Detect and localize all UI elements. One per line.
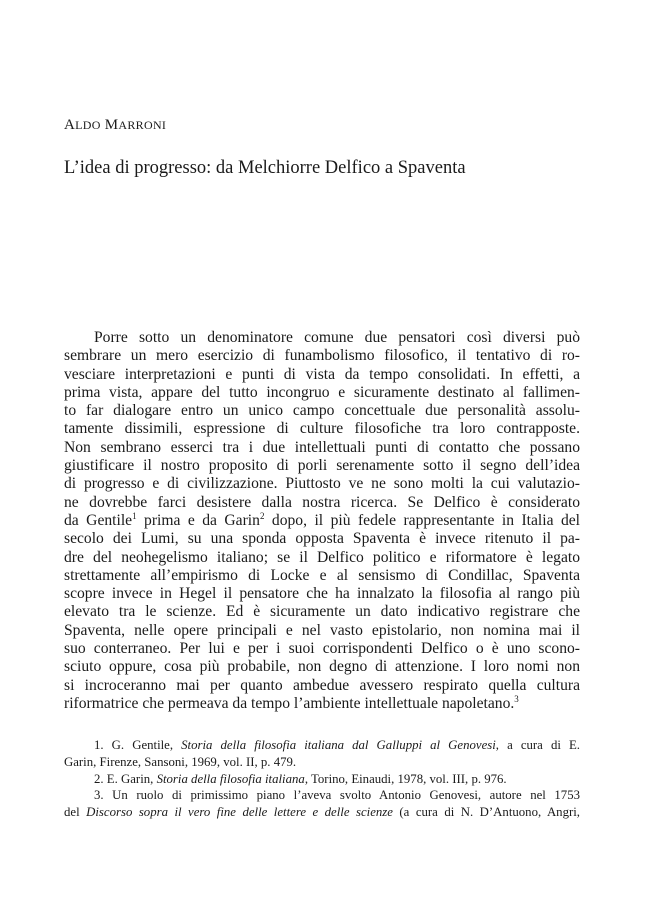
footnote-text: 1. G. Gentile, (94, 738, 182, 752)
footnote-1-continued: Garin, Firenze, Sansoni, 1969, vol. II, p. 479. (64, 754, 297, 769)
body-line: sciuto oppure, cosa più probabile, non degno di attenzione. I loro nomi non (64, 658, 580, 676)
body-text: riformatrice che permeava da tempo l’ambiente intellettuale napoletano. (64, 694, 515, 712)
body-line: di progresso e di civilizzazione. Piuttosto ve ne sono molti la cui valutazio- (64, 475, 580, 493)
footnote-text: , a cura di E. (495, 738, 580, 752)
body-line: giustificare il nostro proposito di porli serenamente sotto il segno dell’idea (64, 457, 580, 475)
author-name (64, 117, 166, 134)
footnote-3: 3. Un ruolo di primissimo piano l’aveva svolto Antonio Genovesi, autore nel 1753 (94, 788, 580, 803)
body-line: Spaventa, nelle opere principali e nel vasto epistolario, non nomina mai il (64, 621, 580, 639)
author-last-initial: M (104, 117, 119, 133)
body-line: elevato tra le scienze. Ed è sicuramente un dato indicativo registrare che (64, 603, 580, 621)
footnote-ref-3[interactable]: 3 (514, 693, 519, 704)
footnotes (64, 737, 580, 821)
body-line: Porre sotto un denominatore comune due pensatori così diversi può (94, 329, 580, 346)
author-first-rest: LDO (75, 118, 101, 132)
body-line: suo conterraneo. Per lui e per i suoi corrispondenti Delfico o è uno scono- (64, 640, 580, 658)
body-line: vesciare interpretazioni e punti di vista da tempo consolidati. In effetti, a (64, 365, 580, 383)
author-last-rest: ARRONI (118, 118, 167, 132)
body-line: strettamente all’empirismo di Locke e al sensismo di Condillac, Spaventa (64, 566, 580, 584)
footnote-book-title: Discorso sopra il vero fine delle lettere e delle scienze (86, 805, 393, 820)
author-first-initial: A (64, 117, 76, 133)
body-text: dopo, il più fedele rappresentante in Italia del (264, 511, 580, 529)
body-line: to far dialogare entro un unico campo concettuale due personalità assolu- (64, 402, 580, 420)
footnote-text: del (64, 805, 87, 820)
footnote-text: , Torino, Einaudi, 1978, vol. III, p. 976. (304, 771, 507, 786)
body-line: prima vista, appare del tutto incongruo e sicuramente destinato al fallimen- (64, 383, 580, 401)
body-text: da Gentile (64, 511, 133, 529)
footnote-book-title: Storia della filosofia italiana (156, 771, 305, 786)
body-line: tamente dissimili, espressione di culture filosofiche tra loro contrapposte. (64, 420, 580, 438)
body-line: sembrare un mero esercizio di funambolismo filosofico, il tentativo di ro- (64, 347, 580, 365)
body-line: si incroceranno mai per quanto ambedue avessero respirato quella cultura (64, 676, 580, 694)
footnote-ref-2[interactable]: 2 (259, 510, 265, 521)
footnote-3-continued (64, 804, 580, 821)
body-line (64, 512, 580, 530)
footnote-ref-1[interactable]: 1 (132, 510, 137, 521)
footnote-2 (64, 771, 580, 788)
paper-title: L’idea di progresso: da Melchiorre Delfico a Spaventa (64, 158, 466, 178)
footnote-book-title: Storia della filosofia italiana dal Galluppi al Genovesi (181, 738, 496, 752)
footnote-text: 2. E. Garin, (94, 771, 157, 786)
footnote-1 (64, 737, 580, 754)
body-line: ne dovrebbe farci desistere dalla nostra ricerca. Se Delfico è considerato (64, 493, 580, 511)
body-line: secolo dei Lumi, su una sponda opposta Spaventa è invece ritenuto il pa- (64, 530, 580, 548)
body-paragraph (64, 329, 580, 713)
body-line: scopre invece in Hegel il pensatore che ha innalzato la filosofia al rango più (64, 585, 580, 603)
footnote-text: (a cura di N. D’Antuono, Angri, (392, 805, 580, 820)
body-line: Non sembrano esserci tra i due intellettuali punti di contatto che possano (64, 438, 580, 456)
body-text: prima e da Garin (136, 511, 260, 529)
body-line (64, 695, 580, 713)
body-line: dre del neohegelismo italiano; se il Delfico politico e riformatore è legato (64, 548, 580, 566)
